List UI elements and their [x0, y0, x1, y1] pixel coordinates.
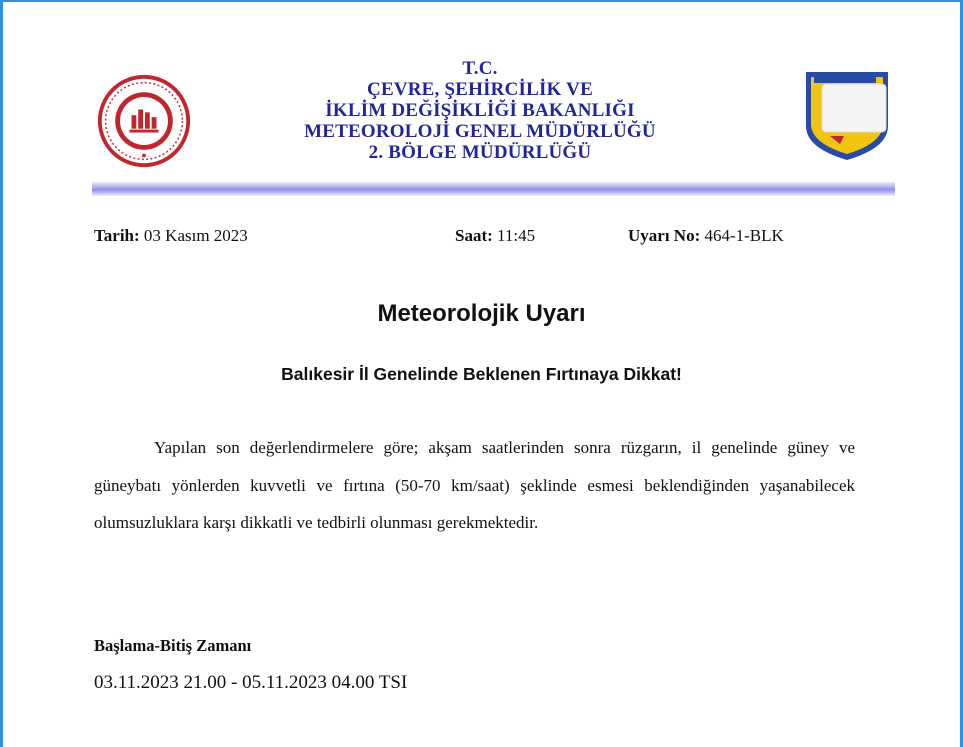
header-line-directorate: METEOROLOJİ GENEL MÜDÜRLÜĞÜ [304, 121, 656, 142]
ministry-seal-logo [96, 73, 192, 169]
warning-number-value: 464-1-BLK [704, 226, 784, 245]
header-line-ministry-1: ÇEVRE, ŞEHİRCİLİK VE [367, 79, 593, 100]
time-value: 11:45 [497, 226, 536, 245]
date-field [94, 226, 248, 246]
ministry-header [270, 58, 690, 163]
header-line-tc: T.C. [462, 58, 498, 79]
date-value: 03 Kasım 2023 [143, 226, 248, 245]
warning-number-label: Uyarı No: [628, 226, 701, 245]
meteorology-emblem-logo [800, 66, 894, 162]
document-subtitle: Balıkesir İl Genelinde Beklenen Fırtınaya Dikkat! [281, 364, 682, 384]
warning-number-field [628, 226, 784, 246]
header-divider [92, 182, 895, 196]
period-value: 03.11.2023 21.00 - 05.11.2023 04.00 TSI [94, 672, 408, 693]
header-line-region: 2. BÖLGE MÜDÜRLÜĞÜ [368, 142, 592, 163]
frame-top-border [0, 0, 963, 2]
header-line-ministry-2: İKLİM DEĞİŞİKLİĞİ BAKANLIĞI [325, 100, 635, 121]
time-field [455, 226, 535, 246]
document-title: Meteorolojik Uyarı [377, 300, 586, 327]
time-label: Saat: [455, 226, 493, 245]
date-label: Tarih: [94, 226, 140, 245]
period-label: Başlama-Bitiş Zamanı [94, 636, 252, 655]
warning-body-text: Yapılan son değerlendirmelere göre; akşam saatlerinden sonra rüzgarın, il genelinde güney ve güneybatı yönlerden kuvvetli ve fırtına (50-70 km/saat) şeklinde esmesi beklendiğinden yaşanabilecek olumsuzluklara karşı dikkatli ve tedbirli olunması gerekmektedir. [94, 438, 855, 532]
